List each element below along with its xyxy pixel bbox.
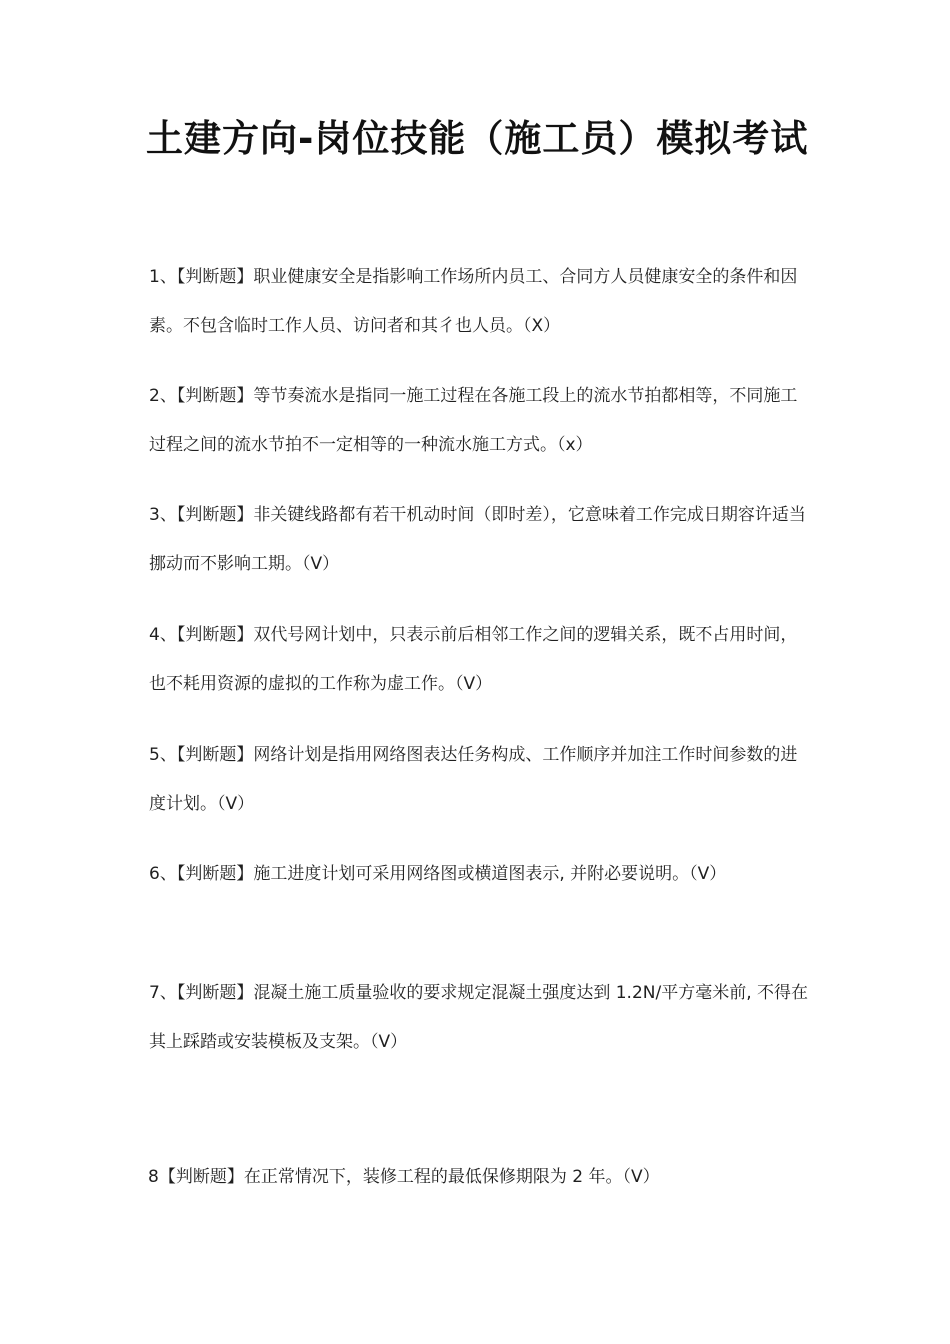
question-text: 在正常情况下，装修工程的最低保修期限为 2 年。（V）	[243, 1167, 660, 1187]
question-item	[149, 611, 814, 709]
question-number: 2、	[149, 386, 177, 406]
question-type-tag: 【判断题】	[176, 505, 254, 525]
question-item	[149, 731, 814, 829]
document-title: 土建方向-岗位技能（施工员）模拟考试	[146, 117, 809, 160]
question-number: 3、	[149, 505, 177, 525]
question-item	[149, 850, 814, 899]
question-item	[149, 969, 814, 1067]
question-item	[149, 372, 814, 470]
question-type-tag: 【判断题】	[158, 1167, 244, 1187]
question-text: 网络计划是指用网络图表达任务构成、工作顺序并加注工作时间参数的进度计划。（V）	[149, 745, 798, 814]
question-type-tag: 【判断题】	[176, 864, 254, 884]
question-type-tag: 【判断题】	[176, 386, 254, 406]
question-text: 混凝土施工质量验收的要求规定混凝土强度达到 1.2N/平方毫米前, 不得在其上踩踏或安装模板及支架。（V）	[149, 983, 809, 1052]
question-item	[149, 253, 814, 351]
question-number: 1、	[149, 267, 177, 287]
question-number: 8	[148, 1167, 159, 1187]
question-item	[148, 1153, 813, 1202]
question-number: 6、	[149, 864, 177, 884]
question-number: 7、	[149, 983, 177, 1003]
question-number: 4、	[149, 625, 177, 645]
question-text: 等节奏流水是指同一施工过程在各施工段上的流水节拍都相等，不同施工过程之间的流水节拍不一定相等的一种流水施工方式。（x）	[149, 386, 798, 455]
question-text: 非关键线路都有若干机动时间（即时差），它意味着工作完成日期容许适当挪动而不影响工期。（V）	[149, 505, 806, 574]
question-item	[149, 491, 814, 589]
question-text: 双代号网计划中，只表示前后相邻工作之间的逻辑关系，既不占用时间，也不耗用资源的虚拟的工作称为虚工作。（V）	[149, 625, 798, 694]
question-type-tag: 【判断题】	[176, 625, 254, 645]
question-type-tag: 【判断题】	[176, 267, 254, 287]
question-type-tag: 【判断题】	[176, 983, 254, 1003]
question-type-tag: 【判断题】	[176, 745, 254, 765]
question-number: 5、	[149, 745, 177, 765]
question-text: 职业健康安全是指影响工作场所内员工、合同方人员健康安全的条件和因素。不包含临时工作人员、访问者和其彳也人员。（X）	[149, 267, 798, 336]
question-text: 施工进度计划可采用网络图或横道图表示, 并附必要说明。（V）	[253, 864, 727, 884]
